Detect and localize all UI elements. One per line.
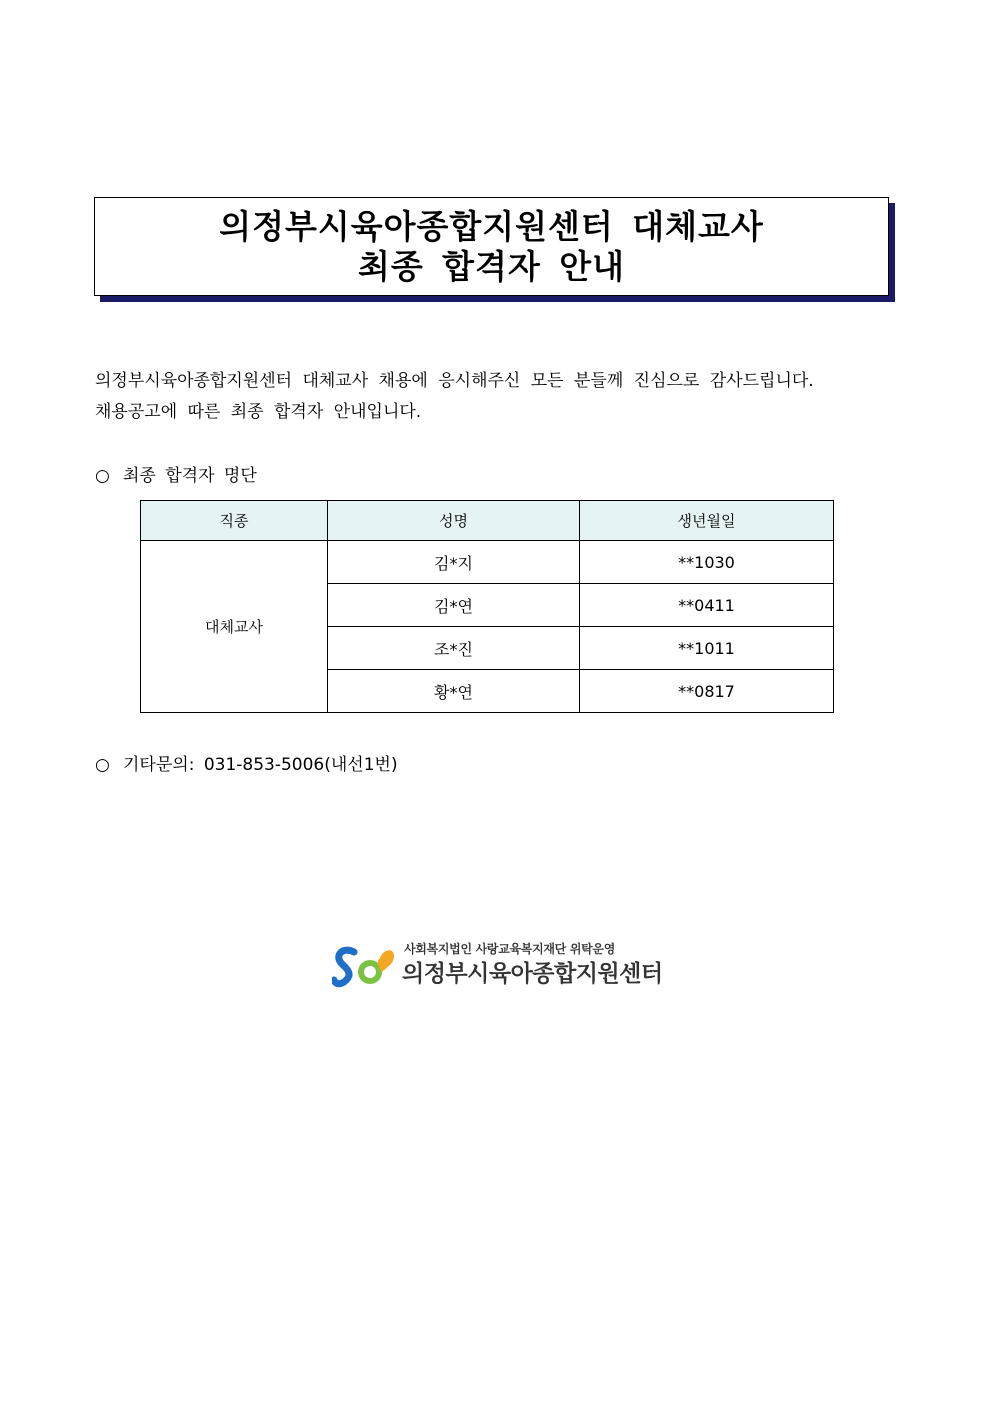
header-job: 직종 xyxy=(141,501,328,541)
header-name: 성명 xyxy=(328,501,580,541)
name-cell: 조*진 xyxy=(328,627,580,670)
roster-section-label: 최종 합격자 명단 xyxy=(123,466,257,486)
birthdate-cell: **0411 xyxy=(580,584,834,627)
header-birthdate: 생년월일 xyxy=(580,501,834,541)
roster-table xyxy=(140,500,834,713)
job-cell: 대체교사 xyxy=(141,541,328,713)
name-cell: 김*지 xyxy=(328,541,580,584)
center-logo-icon xyxy=(332,944,398,988)
footer-logo xyxy=(332,940,662,988)
intro-line-1: 의정부시육아종합지원센터 대체교사 채용에 응시해주신 모든 분들께 진심으로 감사드립니다. xyxy=(95,371,814,391)
intro-paragraph xyxy=(95,366,895,428)
logo-subtitle: 사회복지법인 사랑교육복지재단 위탁운영 xyxy=(404,942,616,956)
roster-section-heading xyxy=(95,461,257,486)
contact-label: 기타문의: 031-853-5006(내선1번) xyxy=(123,755,398,775)
name-cell: 김*연 xyxy=(328,584,580,627)
circle-bullet-icon: ○ xyxy=(95,755,110,775)
document-title-line-1: 의정부시육아종합지원센터 대체교사 xyxy=(219,206,764,246)
contact-section xyxy=(95,750,398,775)
birthdate-cell: **0817 xyxy=(580,670,834,713)
document-title-line-2: 최종 합격자 안내 xyxy=(357,246,626,286)
birthdate-cell: **1011 xyxy=(580,627,834,670)
name-cell: 황*연 xyxy=(328,670,580,713)
circle-bullet-icon: ○ xyxy=(95,466,110,486)
intro-line-2: 채용공고에 따른 최종 합격자 안내입니다. xyxy=(95,402,422,422)
table-header-row xyxy=(141,501,834,541)
birthdate-cell: **1030 xyxy=(580,541,834,584)
title-box xyxy=(94,197,889,296)
table-row xyxy=(141,541,834,584)
logo-name: 의정부시육아종합지원센터 xyxy=(402,961,663,987)
